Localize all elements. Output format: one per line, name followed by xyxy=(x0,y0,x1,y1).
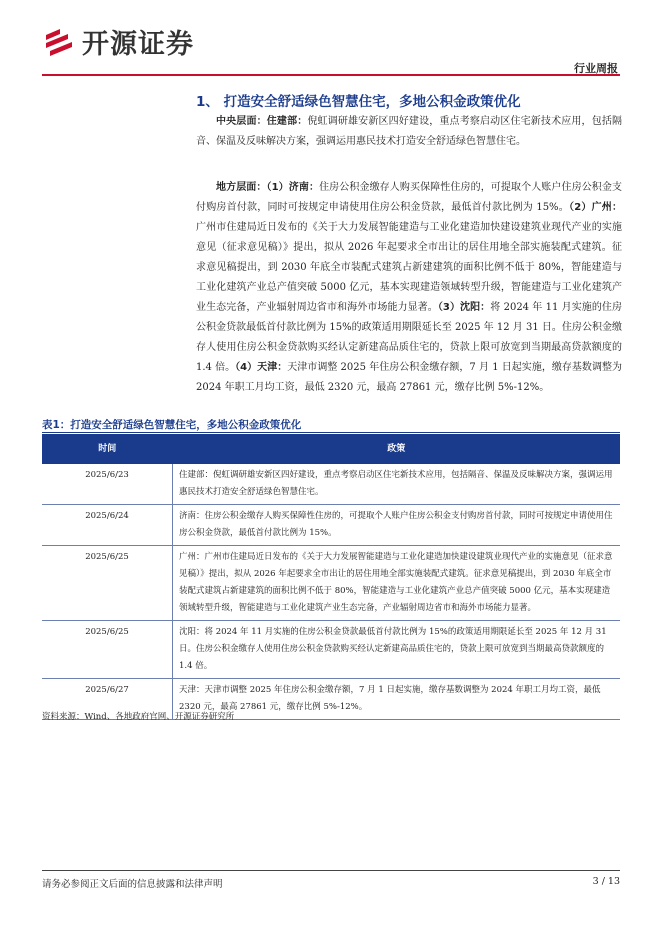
guangzhou-lead: （2）广州： xyxy=(568,202,622,213)
central-text: 倪虹调研雄安新区四好建设，重点考察启动区住宅新技术应用，包括隔音、保温及反味解决方案，强调运用惠民技术打造安全舒适绿色智慧住宅。 xyxy=(196,116,623,147)
policy-table xyxy=(42,434,620,720)
row-date: 2025/6/23 xyxy=(42,464,173,505)
section-title: 1、 打造安全舒适绿色智慧住宅，多地公积金政策优化 xyxy=(196,94,521,110)
row-policy: 沈阳：将 2024 年 11 月实施的住房公积金贷款最低首付款比例为 15%的政策适用期限延长至 2025 年 12 月 31 日。住房公积金缴存人使用住房公积金贷款购买经认定新建高品质住宅的，贷款上限可放宽到当期最高贷款额度的 1.4 倍。 xyxy=(173,621,621,679)
footer-divider xyxy=(42,870,620,871)
table-row xyxy=(42,546,620,621)
row-date: 2025/6/25 xyxy=(42,621,173,679)
table-row xyxy=(42,505,620,546)
kaiyuan-logo-icon xyxy=(42,25,76,59)
report-type: 行业周报 xyxy=(574,62,618,75)
guangzhou-text: 广州市住建局近日发布的《关于大力发展智能建造与工业化建造加快建设建筑业现代产业的实施意见（征求意见稿）》提出，拟从 2026 年起要求全市出让的居住用地全部实施装配式建筑。征求意见稿提出，到 2030 年底全市装配式建筑占新建建筑的面积比例不低于 80%，智能建造与工业化建筑产业总产值突破 5000 亿元，基本实现建造领域转型升级，智能建造与工业化建筑产业生态完备，产业辐射周边省市和海外市场能力显著。 xyxy=(196,222,622,313)
jinan-text: 住房公积金缴存人购买保障性住房的，可提取个人账户住房公积金支付购房首付款，同时可按规定申请使用住房公积金贷款，最低首付款比例为 15%。 xyxy=(196,182,623,213)
tianjin-text: 天津市调整 2025 年住房公积金缴存额，7 月 1 日起实施，缴存基数调整为 2024 年职工月均工资，最低 2320 元，最高 27861 元，缴存比例 5%-12%。 xyxy=(196,362,622,393)
table-row xyxy=(42,621,620,679)
central-lead: 中央层面：住建部： xyxy=(216,116,308,127)
row-policy: 广州：广州市住建局近日发布的《关于大力发展智能建造与工业化建造加快建设建筑业现代产业的实施意见（征求意见稿）》提出，拟从 2026 年起要求全市出让的居住用地全部实施装配式建筑。征求意见稿提出，到 2030 年底全市装配式建筑占新建建筑的面积比例不低于 80%，智能建造与工业化建筑产业总产值突破 5000 亿元，基本实现建造领域转型升级，智能建造与工业化建筑产业生态完备，产业辐射周边省市和海外市场能力显著。 xyxy=(173,546,621,621)
brand-logo xyxy=(42,22,194,61)
paragraph-local xyxy=(196,178,622,398)
row-policy: 天津：天津市调整 2025 年住房公积金缴存额，7 月 1 日起实施，缴存基数调整为 2024 年职工月均工资，最低 2320 元，最高 27861 元，缴存比例 5%-12%。 xyxy=(173,679,621,720)
table-header-row xyxy=(42,434,620,464)
local-lead: 地方层面：（1）济南： xyxy=(216,182,320,193)
row-date: 2025/6/27 xyxy=(42,679,173,720)
row-policy: 住建部：倪虹调研雄安新区四好建设，重点考察启动区住宅新技术应用，包括隔音、保温及反味解决方案，强调运用惠民技术打造安全舒适绿色智慧住宅。 xyxy=(173,464,621,505)
column-header-date: 时间 xyxy=(42,434,173,464)
header-divider xyxy=(42,74,620,76)
paragraph-central xyxy=(196,112,622,152)
row-policy: 济南：住房公积金缴存人购买保障性住房的，可提取个人账户住房公积金支付购房首付款，同时可按规定申请使用住房公积金贷款，最低首付款比例为 15%。 xyxy=(173,505,621,546)
brand-name: 开源证券 xyxy=(82,29,194,60)
table-row xyxy=(42,464,620,505)
column-header-policy: 政策 xyxy=(173,434,621,464)
page-number: 3 / 13 xyxy=(592,876,620,887)
table-title: 表1：打造安全舒适绿色智慧住宅，多地公积金政策优化 xyxy=(42,419,302,431)
table-title-divider xyxy=(42,432,620,433)
row-date: 2025/6/24 xyxy=(42,505,173,546)
tianjin-lead: （4）天津： xyxy=(235,362,288,373)
disclaimer-note: 请务必参阅正文后面的信息披露和法律声明 xyxy=(42,879,223,890)
shenyang-lead: （3）沈阳： xyxy=(437,302,491,313)
data-source-note: 资料来源：Wind、各地政府官网、开源证券研究所 xyxy=(42,712,235,722)
shenyang-text: 将 2024 年 11 月实施的住房公积金贷款最低首付款比例为 15%的政策适用期限延长至 2025 年 12 月 31 日。住房公积金缴存人使用住房公积金贷款购买经认定新建高品质住宅的，贷款上限可放宽到当期最高贷款额度的 1.4 倍。 xyxy=(196,302,622,373)
row-date: 2025/6/25 xyxy=(42,546,173,621)
